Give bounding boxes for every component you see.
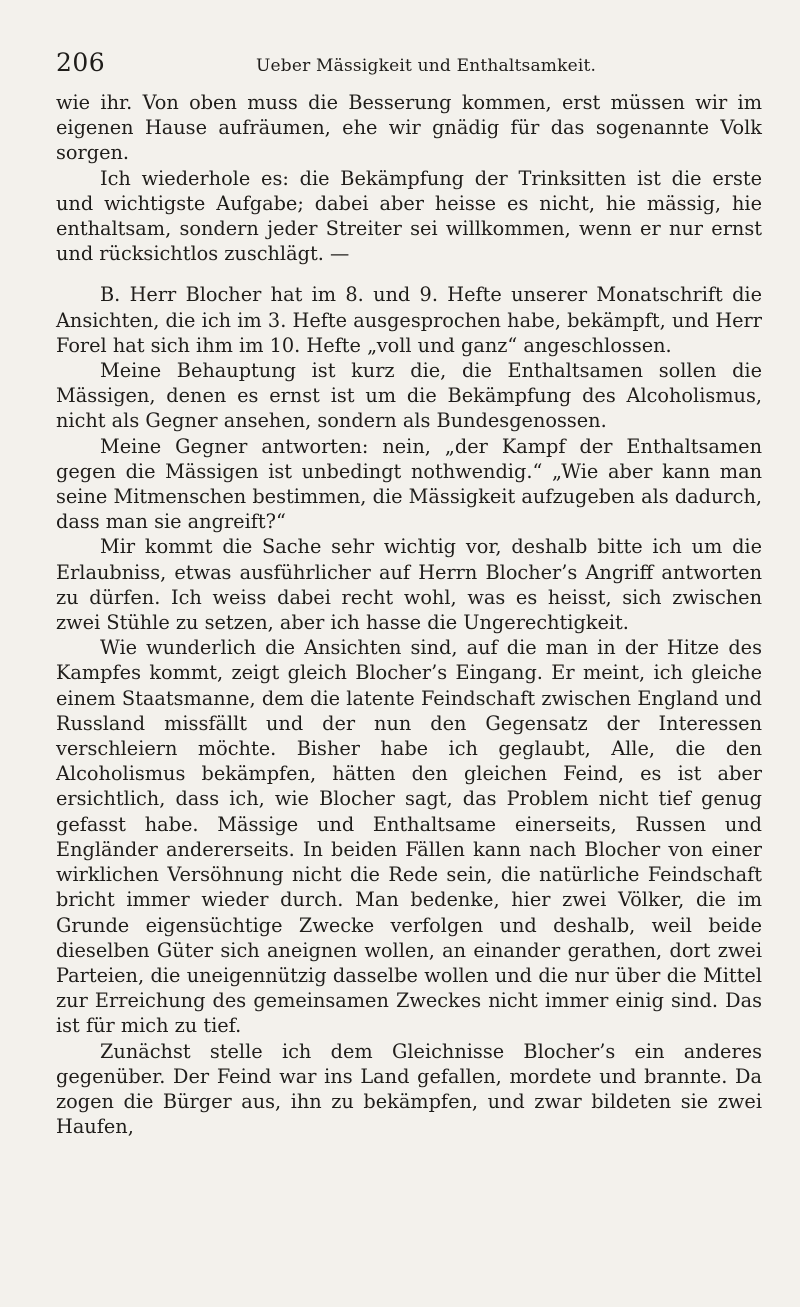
paragraph-6: Mir kommt die Sache sehr wichtig vor, deshalb bitte ich um die Erlaubniss, etwas ausführlicher auf Herrn Blocher’s Angriff antworten zu dürfen. Ich weiss dabei recht wohl, was es heisst, sich zwischen zwei Stühle zu setzen, aber ich hasse die Ungerechtigkeit. (56, 535, 762, 635)
paragraph-3: B. Herr Blocher hat im 8. und 9. Hefte unserer Monatschrift die Ansichten, die ich im 3. Hefte ausgesprochen habe, bekämpft, und Herr Forel hat sich ihm im 10. Hefte „voll und ganz“ angeschlossen. (56, 283, 762, 357)
paragraph-1: wie ihr. Von oben muss die Besserung kommen, erst müssen wir im eigenen Hause aufräumen, ehe wir gnädig für das sogenannte Volk sorgen. (56, 91, 762, 165)
book-page (56, 48, 764, 1278)
paragraph-7: Wie wunderlich die Ansichten sind, auf die man in der Hitze des Kampfes kommt, zeigt gleich Blocher’s Eingang. Er meint, ich gleiche einem Staatsmanne, dem die latente Feindschaft zwischen England und Russland missfällt und der nun den Gegensatz der Interessen verschleiern möchte. Bisher habe ich geglaubt, Alle, die den Alcoholismus bekämpfen, hätten den gleichen Feind, es ist aber ersichtlich, dass ich, wie Blocher sagt, das Problem nicht tief genug gefasst habe. Mässige und Enthaltsame einerseits, Russen und Engländer andererseits. In beiden Fällen kann nach Blocher von einer wirklichen Versöhnung nicht die Rede sein, die natürliche Feindschaft bricht immer wieder durch. Man bedenke, hier zwei Völker, die im Grunde eigensüchtige Zwecke verfolgen und deshalb, weil beide dieselben Güter sich aneignen wollen, an einander gerathen, dort zwei Parteien, die uneigennützig dasselbe wollen und die nur über die Mittel zur Erreichung des gemeinsamen Zweckes nicht immer einig sind. Das ist für mich zu tief. (56, 636, 762, 1038)
paragraph-5: Meine Gegner antworten: nein, „der Kampf der Enthaltsamen gegen die Mässigen ist unbedingt nothwendig.“ „Wie aber kann man seine Mitmenschen bestimmen, die Mässigkeit aufzugeben als dadurch, dass man sie angreift?“ (56, 434, 762, 534)
section-gap (56, 266, 762, 282)
paragraph-8: Zunächst stelle ich dem Gleichnisse Blocher’s ein anderes gegenüber. Der Feind war ins Land gefallen, mordete und brannte. Da zogen die Bürger aus, ihn zu bekämpfen, und zwar bildeten sie zwei Haufen, (56, 1039, 762, 1139)
running-title: Ueber Mässigkeit und Enthaltsamkeit. (256, 56, 597, 76)
page-header (56, 48, 764, 82)
paragraph-4: Meine Behauptung ist kurz die, die Enthaltsamen sollen die Mässigen, denen es ernst ist um die Bekämpfung des Alcoholismus, nicht als Gegner ansehen, sondern als Bundesgenossen. (56, 359, 762, 433)
page-number: 206 (56, 48, 106, 77)
paragraph-2: Ich wiederhole es: die Bekämpfung der Trinksitten ist die erste und wichtigste Aufgabe; dabei aber heisse es nicht, hie mässig, hie enthaltsam, sondern jeder Streiter sei willkommen, wenn er nur ernst und rücksichtlos zuschlägt. — (56, 166, 762, 266)
body-text (56, 90, 762, 1139)
